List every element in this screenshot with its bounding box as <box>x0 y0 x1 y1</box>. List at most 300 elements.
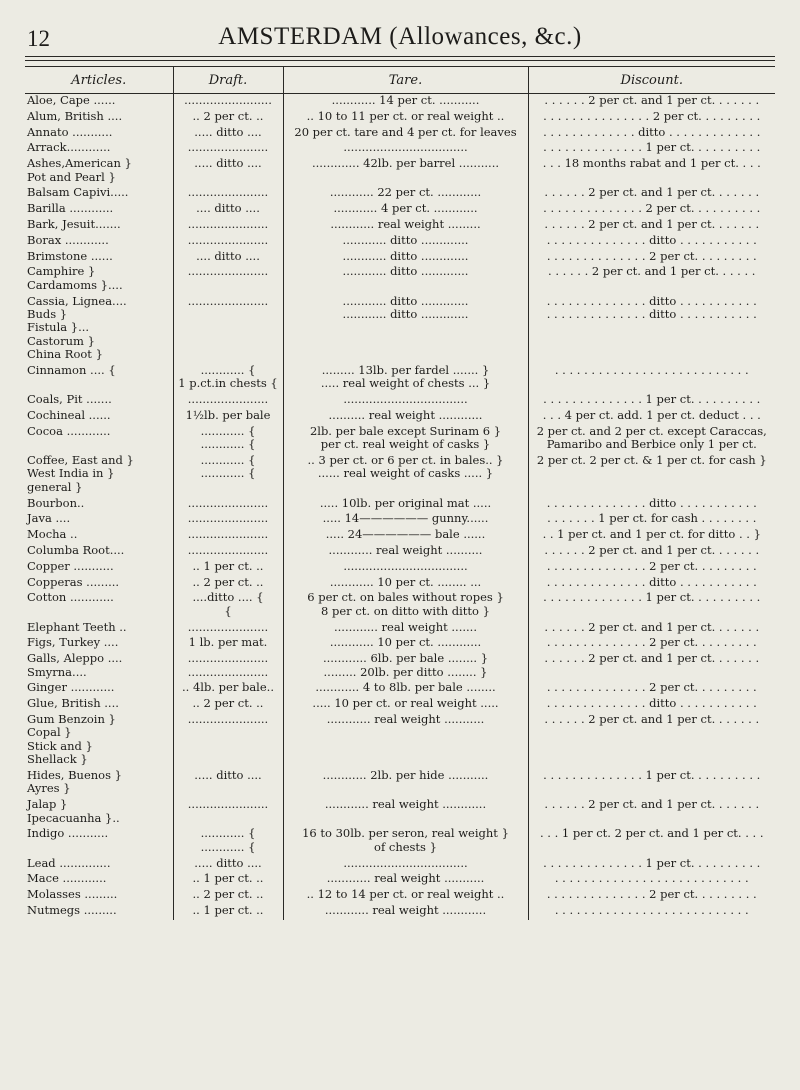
cell-line <box>532 171 773 184</box>
cell-line <box>532 481 773 494</box>
draft-cell <box>173 157 283 186</box>
tare-cell <box>283 409 528 425</box>
cell-line: ............ { <box>200 839 256 854</box>
discount-cell <box>528 265 775 294</box>
draft-cell <box>173 621 283 637</box>
discount-cell <box>528 202 775 218</box>
cell-line: . . . . . . . . . . . . . . 2 per ct. . . . . . . . . <box>546 888 757 902</box>
cell-line: ..... ditto .... <box>194 157 262 171</box>
cell-line <box>177 753 280 766</box>
article-cell <box>25 636 173 652</box>
tare-cell <box>283 497 528 513</box>
cell-line: .................................. <box>343 141 468 155</box>
cell-line: Mace ............ <box>27 872 107 886</box>
draft-cell <box>173 94 283 110</box>
cell-line: Cassia, Lignea.... <box>27 294 127 308</box>
cell-line: ...................... <box>187 544 269 557</box>
cell-line: Brimstone ...... <box>27 249 113 263</box>
discount-cell <box>528 218 775 234</box>
cell-line: ............ 4 per ct. ............ <box>333 202 478 216</box>
table-row <box>25 110 775 126</box>
article-cell <box>25 872 173 888</box>
tare-cell <box>283 652 528 681</box>
cell-line: ....ditto .... { <box>192 591 264 605</box>
tare-cell <box>283 425 528 454</box>
cell-line <box>532 841 773 854</box>
cell-line: ...................... <box>187 217 269 231</box>
cell-line: Balsam Capivi..... <box>27 186 129 200</box>
article-cell <box>25 425 173 454</box>
cell-line: ........................ <box>184 93 272 107</box>
cell-line: ..... 24—————— bale ...... <box>325 528 486 542</box>
draft-cell <box>173 425 283 454</box>
table-row <box>25 904 775 920</box>
draft-cell <box>173 713 283 769</box>
cell-line: Bourbon.. <box>27 496 85 510</box>
cell-line: ...................... <box>187 620 269 634</box>
cell-line <box>177 481 280 494</box>
cell-line: Copperas ......... <box>27 575 120 589</box>
discount-cell <box>528 591 775 620</box>
cell-line: ......... 13lb. per fardel ....... } <box>321 364 490 377</box>
cell-line: . . . . . . 2 per ct. and 1 per ct. . . . . . . <box>544 217 760 231</box>
cell-line <box>287 726 525 739</box>
cell-line: West India in } <box>27 466 115 481</box>
tare-cell <box>283 560 528 576</box>
cell-line: .. 2 per ct. .. <box>192 697 264 711</box>
cell-line: Glue, British .... <box>27 697 119 711</box>
cell-line: Bark, Jesuit....... <box>27 217 121 231</box>
discount-cell <box>528 713 775 769</box>
tare-cell <box>283 681 528 697</box>
cell-line: Borax ............ <box>27 233 109 247</box>
draft-cell <box>173 636 283 652</box>
tare-cell <box>283 218 528 234</box>
table-row <box>25 636 775 652</box>
draft-cell <box>173 409 283 425</box>
cell-line: 16 to 30lb. per seron, real weight } <box>302 827 509 841</box>
cell-line <box>27 377 170 390</box>
cell-line <box>177 812 280 825</box>
cell-line <box>532 467 773 480</box>
cell-line <box>287 753 525 766</box>
page-title: AMSTERDAM (Allowances, &c.) <box>218 23 582 50</box>
cell-line: ...................... <box>187 294 269 308</box>
discount-cell <box>528 681 775 697</box>
draft-cell <box>173 234 283 250</box>
cell-line: Hides, Buenos } <box>27 769 122 782</box>
cell-line: ..... 14—————— gunny...... <box>322 512 489 526</box>
cell-line: per ct. real weight of casks } <box>320 437 491 452</box>
cell-line: . . . . . . . . . . . . . . ditto . . . . . . . . . . . <box>546 306 757 321</box>
cell-line: 1 lb. per mat. <box>188 636 268 650</box>
table-row <box>25 157 775 186</box>
cell-line: . . . 1 per ct. 2 per ct. and 1 per ct. . . . <box>540 827 764 841</box>
cell-line: Lead .............. <box>27 856 111 870</box>
cell-line: Gum Benzoin } <box>27 712 116 726</box>
tare-cell <box>283 110 528 126</box>
table-row <box>25 250 775 266</box>
cell-line: .. 12 to 14 per ct. or real weight .. <box>306 888 505 902</box>
cell-line: . . . . . . . . . . . . . . 2 per ct. . . . . . . . . . <box>543 202 761 216</box>
page-header <box>25 22 775 57</box>
cell-line <box>27 841 170 854</box>
cell-line: ............ ditto ............. <box>342 249 469 263</box>
discount-cell <box>528 454 775 497</box>
article-cell <box>25 126 173 142</box>
draft-cell <box>173 250 283 266</box>
cell-line: . . . . . . . . . . . . . . . . . . . . . . . . . . . <box>554 872 749 886</box>
article-cell <box>25 364 173 393</box>
cell-line: ..... ditto .... <box>194 769 262 782</box>
discount-cell <box>528 888 775 904</box>
cell-line <box>177 171 280 184</box>
tare-cell <box>283 528 528 544</box>
table-row <box>25 512 775 528</box>
cell-line: .. 3 per ct. or 6 per ct. in bales.. } <box>307 454 504 467</box>
article-cell <box>25 497 173 513</box>
cell-line: ............ ditto ............. <box>342 265 469 279</box>
cell-line: ..... 10 per ct. or real weight ..... <box>312 697 499 711</box>
cell-line: .. 1 per ct. .. <box>192 559 264 573</box>
cell-line: 20 per ct. tare and 4 per ct. for leaves <box>294 125 517 139</box>
tare-cell <box>283 454 528 497</box>
cell-line: Coffee, East and } <box>27 454 134 467</box>
cell-line: ............ { <box>200 454 256 467</box>
article-cell <box>25 234 173 250</box>
cell-line: 2lb. per bale except Surinam 6 } <box>309 424 502 438</box>
table-row <box>25 528 775 544</box>
discount-cell <box>528 186 775 202</box>
table-row <box>25 857 775 873</box>
cell-line: Coals, Pit ....... <box>27 393 112 407</box>
cell-line: 2 per ct. 2 per ct. & 1 per ct. for cash } <box>536 454 767 467</box>
cell-line: ............ ditto ............. <box>342 294 469 308</box>
cell-line: ...................... <box>187 265 269 279</box>
article-cell <box>25 697 173 713</box>
cell-line: Camphire } <box>27 265 96 279</box>
cell-line: ...................... <box>187 512 269 526</box>
cell-line <box>532 605 773 618</box>
cell-line: ............ { <box>200 827 256 841</box>
table-row <box>25 234 775 250</box>
tare-cell <box>283 904 528 920</box>
cell-line: ...................... <box>187 141 269 155</box>
cell-line: ............ 4 to 8lb. per bale ........ <box>315 681 496 695</box>
tare-cell <box>283 857 528 873</box>
cell-line: ...................... <box>187 798 269 812</box>
table-row <box>25 827 775 856</box>
page-number: 12 <box>27 26 50 51</box>
cell-line <box>287 782 525 795</box>
tare-cell <box>283 544 528 560</box>
draft-cell <box>173 769 283 798</box>
article-cell <box>25 544 173 560</box>
table-row <box>25 888 775 904</box>
table-row <box>25 425 775 454</box>
discount-cell <box>528 250 775 266</box>
draft-cell <box>173 888 283 904</box>
article-cell <box>25 769 173 798</box>
article-cell <box>25 560 173 576</box>
cell-line <box>532 666 773 679</box>
cell-line: 2 per ct. and 2 per ct. except Caraccas, <box>536 424 767 438</box>
article-cell <box>25 888 173 904</box>
cell-line: Cochineal ...... <box>27 409 111 422</box>
discount-cell <box>528 512 775 528</box>
cell-line: Stick and } <box>27 738 93 753</box>
tare-cell <box>283 202 528 218</box>
table-row <box>25 798 775 827</box>
cell-line: . . . . . . 2 per ct. and 1 per ct. . . . . . . <box>544 620 760 634</box>
cell-line: ..... real weight of chests ... } <box>320 376 491 391</box>
cell-line: . . . . . . 2 per ct. and 1 per ct. . . . . . . <box>544 544 760 557</box>
cell-line: . . . . . . . . . . . . . . . . . . . . . . . . . . . <box>554 904 749 917</box>
draft-cell <box>173 364 283 393</box>
article-cell <box>25 393 173 409</box>
cell-line: Copal } <box>27 725 72 740</box>
cell-line: Annato ........... <box>27 125 113 139</box>
table-row <box>25 576 775 592</box>
column-header-discount: Discount. <box>528 67 775 94</box>
cell-line: ...................... <box>187 233 269 247</box>
cell-line: Barilla ............ <box>27 202 114 216</box>
cell-line: Cinnamon .... { <box>27 364 116 377</box>
tare-cell <box>283 798 528 827</box>
draft-cell <box>173 681 283 697</box>
draft-cell <box>173 544 283 560</box>
tare-cell <box>283 295 528 364</box>
cell-line: 8 per ct. on ditto with ditto } <box>321 603 490 618</box>
draft-cell <box>173 827 283 856</box>
tare-cell <box>283 250 528 266</box>
cell-line: China Root } <box>27 347 103 362</box>
draft-cell <box>173 141 283 157</box>
cell-line: Fistula }... <box>27 320 90 335</box>
table-row <box>25 141 775 157</box>
discount-cell <box>528 576 775 592</box>
cell-line: . . . . . . . . . . . . . . 2 per ct. . . . . . . . . <box>546 249 757 263</box>
cell-line: Elephant Teeth .. <box>27 620 127 634</box>
article-cell <box>25 621 173 637</box>
table-row <box>25 393 775 409</box>
cell-line: ......... 20lb. per ditto ........ } <box>323 664 488 679</box>
table-row <box>25 364 775 393</box>
table-row <box>25 697 775 713</box>
table-row <box>25 560 775 576</box>
table-row <box>25 94 775 110</box>
tare-cell <box>283 186 528 202</box>
discount-cell <box>528 157 775 186</box>
discount-cell <box>528 364 775 393</box>
table-row <box>25 497 775 513</box>
cell-line <box>177 782 280 795</box>
cell-line <box>177 348 280 361</box>
cell-line <box>27 605 170 618</box>
cell-line: Smyrna.... <box>27 664 87 679</box>
table-row <box>25 713 775 769</box>
cell-line: Molasses ......... <box>27 888 118 902</box>
cell-line: Pot and Pearl } <box>27 169 116 184</box>
cell-line: ............ real weight ........... <box>326 712 485 726</box>
cell-line: 6 per ct. on bales without ropes } <box>307 591 504 605</box>
cell-line: .... ditto .... <box>196 202 260 216</box>
cell-line: Ginger ............ <box>27 681 115 695</box>
cell-line: ...................... <box>187 664 269 679</box>
article-cell <box>25 512 173 528</box>
cell-line: . . . . . . . . . . . . . . ditto . . . . . . . . . . . <box>546 496 757 510</box>
cell-line: ............ { <box>200 424 256 438</box>
article-cell <box>25 827 173 856</box>
article-cell <box>25 218 173 234</box>
cell-line: . . . 4 per ct. add. 1 per ct. deduct . . . <box>542 409 761 422</box>
cell-line: ..... ditto .... <box>194 125 262 139</box>
cell-line: Cocoa ............ <box>27 424 111 438</box>
table-row <box>25 621 775 637</box>
discount-cell <box>528 857 775 873</box>
cell-line <box>532 753 773 766</box>
draft-cell <box>173 904 283 920</box>
discount-cell <box>528 126 775 142</box>
cell-line: . . . . . . . . . . . . . ditto . . . . . . . . . . . . . <box>543 125 761 139</box>
cell-line <box>27 438 170 451</box>
cell-line: . . . . . . 2 per ct. and 1 per ct. . . . . . . <box>544 798 760 812</box>
draft-cell <box>173 295 283 364</box>
cell-line: Cotton ............ <box>27 591 114 605</box>
discount-cell <box>528 697 775 713</box>
cell-line: Indigo ........... <box>27 827 109 841</box>
cell-line: . . . . . . 2 per ct. and 1 per ct. . . . . . . <box>544 93 760 107</box>
cell-line: . . . . . . . . . . . . . . 1 per ct. . . . . . . . . . <box>543 591 761 605</box>
discount-cell <box>528 295 775 364</box>
cell-line: ...................... <box>187 186 269 200</box>
draft-cell <box>173 576 283 592</box>
article-cell <box>25 157 173 186</box>
discount-cell <box>528 528 775 544</box>
draft-cell <box>173 218 283 234</box>
cell-line: ...... real weight of casks ..... } <box>317 466 494 481</box>
article-cell <box>25 409 173 425</box>
cell-line: . . . . . . . . . . . . . . . 2 per ct. . . . . . . . . <box>543 109 761 123</box>
cell-line: Columba Root.... <box>27 544 125 557</box>
article-cell <box>25 141 173 157</box>
draft-cell <box>173 110 283 126</box>
cell-line <box>177 740 280 753</box>
tare-cell <box>283 157 528 186</box>
cell-line: ............ 2lb. per hide ........... <box>322 769 489 782</box>
discount-cell <box>528 110 775 126</box>
cell-line: ............ 14 per ct. ........... <box>331 93 480 107</box>
column-header-draft: Draft. <box>173 67 283 94</box>
cell-line: Pamaribo and Berbice only 1 per ct. <box>546 437 757 452</box>
cell-line: 1 p.ct.in chests { <box>178 376 278 391</box>
cell-line: ...................... <box>187 652 269 666</box>
cell-line: Ipecacuanha }.. <box>27 810 120 825</box>
table-row <box>25 265 775 294</box>
cell-line: Arrack............ <box>27 141 111 155</box>
discount-cell <box>528 393 775 409</box>
cell-line: .. 4lb. per bale.. <box>182 681 274 695</box>
cell-line: .. 2 per ct. .. <box>192 575 264 589</box>
cell-line: . . . . . . 2 per ct. and 1 per ct. . . . . . . <box>544 186 760 200</box>
table-row <box>25 409 775 425</box>
tare-cell <box>283 94 528 110</box>
tare-cell <box>283 393 528 409</box>
tare-cell <box>283 713 528 769</box>
article-cell <box>25 295 173 364</box>
cell-line: .................................. <box>343 559 468 573</box>
article-cell <box>25 652 173 681</box>
discount-cell <box>528 827 775 856</box>
cell-line: ..... 10lb. per original mat ..... <box>319 496 492 510</box>
cell-line: . . . . . . . . . . . . . . ditto . . . . . . . . . . . <box>546 233 757 247</box>
tare-cell <box>283 591 528 620</box>
draft-cell <box>173 560 283 576</box>
tare-cell <box>283 234 528 250</box>
table-row <box>25 295 775 364</box>
cell-line <box>287 740 525 753</box>
article-cell <box>25 857 173 873</box>
draft-cell <box>173 512 283 528</box>
cell-line: .... ditto .... <box>196 249 260 263</box>
cell-line: { <box>224 603 232 618</box>
cell-line: Aloe, Cape ...... <box>27 93 116 107</box>
article-cell <box>25 576 173 592</box>
draft-cell <box>173 872 283 888</box>
table-header-row <box>25 67 775 94</box>
table-row <box>25 681 775 697</box>
draft-cell <box>173 454 283 497</box>
tare-cell <box>283 769 528 798</box>
tare-cell <box>283 141 528 157</box>
cell-line: .................................. <box>343 393 468 407</box>
tare-cell <box>283 364 528 393</box>
cell-line: ............ { <box>200 466 256 481</box>
cell-line: Ayres } <box>27 781 71 796</box>
draft-cell <box>173 393 283 409</box>
cell-line: ............ ditto ............. <box>342 233 469 247</box>
cell-line: ...................... <box>187 496 269 510</box>
table-row <box>25 769 775 798</box>
table-row <box>25 652 775 681</box>
table-row <box>25 126 775 142</box>
cell-line: . . . . . . . . . . . . . . 2 per ct. . . . . . . . . <box>546 681 757 695</box>
article-cell <box>25 110 173 126</box>
article-cell <box>25 528 173 544</box>
cell-line: .. 2 per ct. .. <box>192 109 264 123</box>
discount-cell <box>528 636 775 652</box>
cell-line: Jalap } <box>27 798 68 812</box>
discount-cell <box>528 652 775 681</box>
table-row <box>25 186 775 202</box>
cell-line <box>287 481 525 494</box>
cell-line: .................................. <box>343 856 468 870</box>
cell-line <box>532 812 773 825</box>
cell-line <box>177 279 280 292</box>
cell-line: . . . . . . . . . . . . . . 1 per ct. . . . . . . . . . <box>543 769 761 782</box>
cell-line: ...................... <box>187 712 269 726</box>
cell-line <box>532 279 773 292</box>
article-cell <box>25 186 173 202</box>
cell-line: ............ 6lb. per bale ........ } <box>322 652 489 666</box>
cell-line: .. 10 to 11 per ct. or real weight .. <box>306 109 505 123</box>
draft-cell <box>173 186 283 202</box>
cell-line: . . . . . . . . . . . . . . 1 per ct. . . . . . . . . . <box>543 856 761 870</box>
discount-cell <box>528 234 775 250</box>
cell-line: ...................... <box>187 393 269 407</box>
article-cell <box>25 202 173 218</box>
draft-cell <box>173 497 283 513</box>
